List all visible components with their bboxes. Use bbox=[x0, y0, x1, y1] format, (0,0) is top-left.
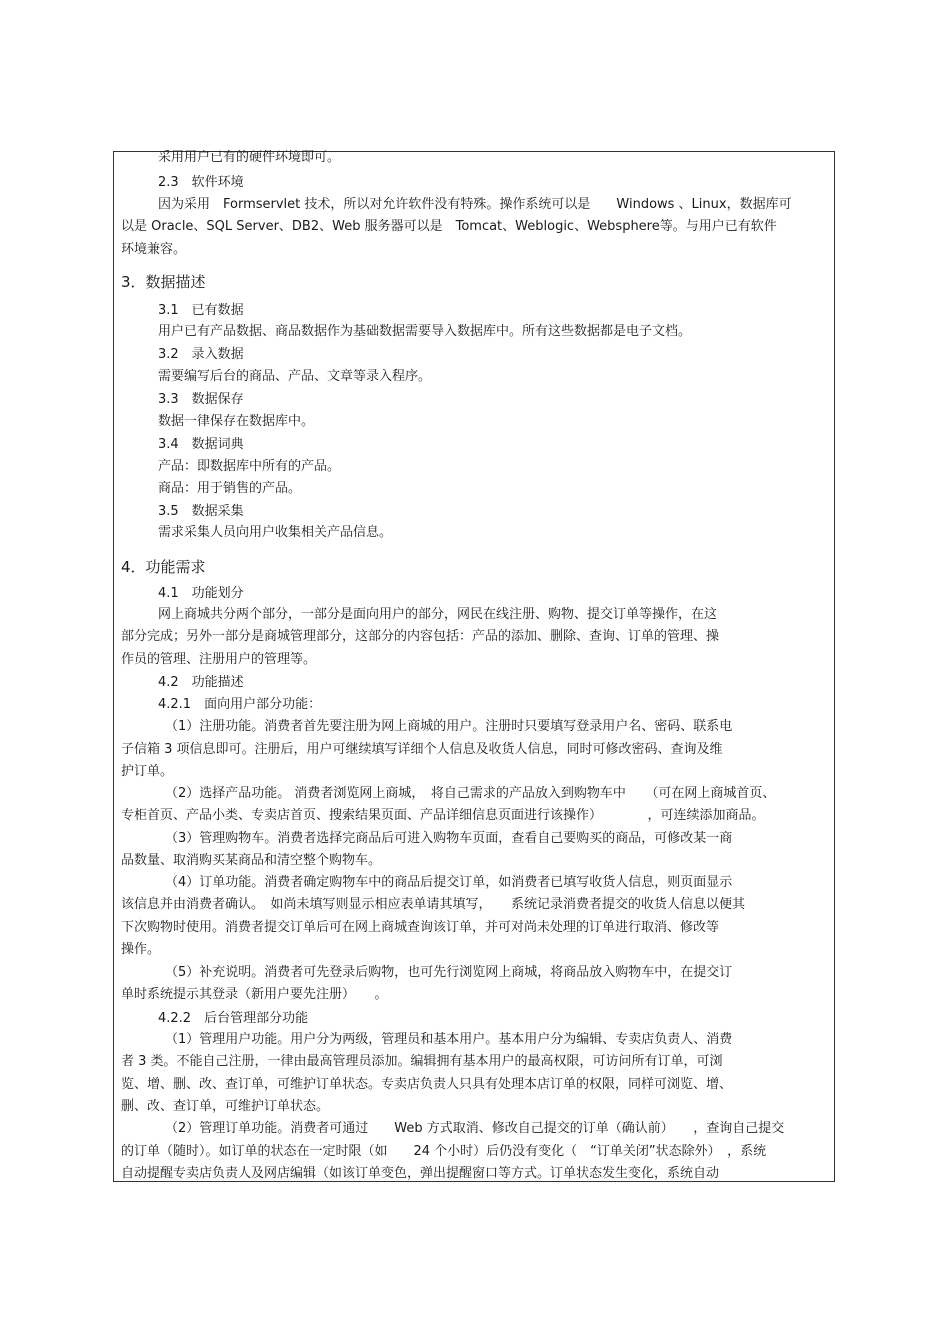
paragraph-line: 的订单（随时）。如订单的状态在一定时限（如 24 个小时）后仍没有变化（ “订单关闭”状态除外） ，系统 bbox=[121, 1144, 767, 1159]
paragraph-line: 因为采用 Formservlet 技术，所以对允许软件没有特殊。操作系统可以是 Windows 、Linux，数据库可 bbox=[158, 197, 792, 212]
paragraph-line: 操作。 bbox=[121, 942, 161, 957]
paragraph-line: 数据一律保存在数据库中。 bbox=[158, 414, 315, 429]
paragraph-line: 用户已有产品数据、商品数据作为基础数据需要导入数据库中。所有这些数据都是电子文档。 bbox=[158, 324, 692, 339]
paragraph-line: 下次购物时使用。消费者提交订单后可在网上商城查询该订单，并可对尚未处理的订单进行取消、修改等 bbox=[121, 920, 720, 935]
paragraph-line: 览、增、删、改、查订单，可维护订单状态。专卖店负责人只具有处理本店订单的权限，同样可浏览、增、 bbox=[121, 1077, 733, 1092]
section-3-5-heading: 3.5 数据采集 bbox=[158, 504, 244, 519]
paragraph-line: （2）选择产品功能。 消费者浏览网上商城， 将自己需求的产品放入到购物车中 （可在网上商城首页、 bbox=[165, 786, 776, 801]
hardware-env-text: 采用用户已有的硬件环境即可。 bbox=[158, 150, 341, 165]
paragraph-line: 商品：用于销售的产品。 bbox=[158, 481, 302, 496]
paragraph-line: 需要编写后台的商品、产品、文章等录入程序。 bbox=[158, 369, 432, 384]
section-4-1-heading: 4.1 功能划分 bbox=[158, 586, 244, 601]
paragraph-line: 子信箱 3 项信息即可。注册后，用户可继续填写详细个人信息及收货人信息，同时可修改密码、查询及维 bbox=[121, 742, 723, 757]
paragraph-line: （4）订单功能。消费者确定购物车中的商品后提交订单，如消费者已填写收货人信息，则页面显示 bbox=[165, 875, 733, 890]
section-4-2-2-heading: 4.2.2 后台管理部分功能 bbox=[158, 1011, 309, 1026]
paragraph-line: （1）管理用户功能。用户分为两级，管理员和基本用户。基本用户分为编辑、专卖店负责人、消费 bbox=[165, 1032, 733, 1047]
paragraph-line: （1）注册功能。消费者首先要注册为网上商城的用户。注册时只要填写登录用户名、密码、联系电 bbox=[165, 719, 733, 734]
section-2-3-heading: 2.3 软件环境 bbox=[158, 175, 244, 190]
section-3-4-heading: 3.4 数据词典 bbox=[158, 437, 244, 452]
section-4-2-heading: 4.2 功能描述 bbox=[158, 675, 244, 690]
paragraph-line: 作员的管理、注册用户的管理等。 bbox=[121, 652, 317, 667]
paragraph-line: 环境兼容。 bbox=[121, 242, 187, 257]
paragraph-line: （2）管理订单功能。消费者可通过 Web 方式取消、修改自己提交的订单（确认前） ，查询自己提交 bbox=[165, 1121, 785, 1136]
paragraph-line: 者 3 类。不能自己注册，一律由最高管理员添加。编辑拥有基本用户的最高权限，可访问所有订单，可浏 bbox=[121, 1054, 723, 1069]
paragraph-line: 产品：即数据库中所有的产品。 bbox=[158, 459, 341, 474]
paragraph-line: 以是 Oracle、SQL Server、DB2、Web 服务器可以是 Tomcat、Weblogic、Websphere等。与用户已有软件 bbox=[121, 219, 777, 234]
section-3-title: 3．数据描述 bbox=[121, 273, 206, 291]
paragraph-line: 品数量、取消购买某商品和清空整个购物车。 bbox=[121, 853, 382, 868]
paragraph-line: 自动提醒专卖店负责人及网店编辑（如该订单变色，弹出提醒窗口等方式。订单状态发生变化，系统自动 bbox=[121, 1166, 720, 1181]
paragraph-line: （5）补充说明。消费者可先登录后购物，也可先行浏览网上商城，将商品放入购物车中，在提交订 bbox=[165, 965, 733, 980]
paragraph-line: 专柜首页、产品小类、专卖店首页、搜索结果页面、产品详细信息页面进行该操作） ，可连续添加商品。 bbox=[121, 808, 765, 823]
paragraph-line: 该信息并由消费者确认。 如尚未填写则显示相应表单请其填写， 系统记录消费者提交的收货人信息以便其 bbox=[121, 897, 746, 912]
section-3-1-heading: 3.1 已有数据 bbox=[158, 303, 244, 318]
section-4-2-1-heading: 4.2.1 面向用户部分功能： bbox=[158, 697, 322, 712]
paragraph-line: 需求采集人员向用户收集相关产品信息。 bbox=[158, 525, 393, 540]
paragraph-line: 网上商城共分两个部分，一部分是面向用户的部分，网民在线注册、购物、提交订单等操作，在这 bbox=[158, 607, 718, 622]
paragraph-line: 部分完成；另外一部分是商城管理部分，这部分的内容包括：产品的添加、删除、查询、订单的管理、操 bbox=[121, 629, 720, 644]
paragraph-line: 单时系统提示其登录（新用户要先注册） 。 bbox=[121, 987, 388, 1002]
section-3-2-heading: 3.2 录入数据 bbox=[158, 347, 244, 362]
paragraph-line: 护订单。 bbox=[121, 764, 174, 779]
section-3-3-heading: 3.3 数据保存 bbox=[158, 392, 244, 407]
paragraph-line: （3）管理购物车。消费者选择完商品后可进入购物车页面，查看自己要购买的商品，可修改某一商 bbox=[165, 831, 733, 846]
paragraph-line: 删、改、查订单，可维护订单状态。 bbox=[121, 1099, 330, 1114]
section-4-title: 4．功能需求 bbox=[121, 558, 206, 576]
